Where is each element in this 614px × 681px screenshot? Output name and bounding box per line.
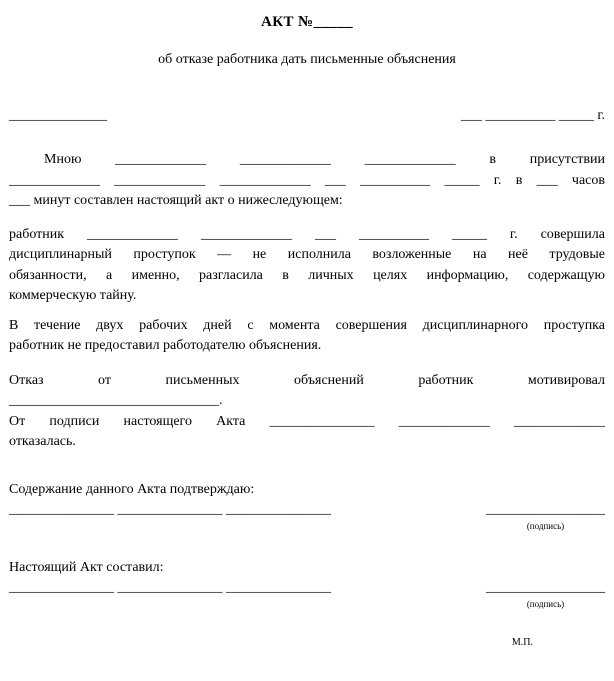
composed-section-label: Настоящий Акт составил: [9, 559, 164, 575]
document-subtitle: об отказе работника дать письменные объяснения [158, 52, 456, 67]
intro-line-3: ___ минут составлен настоящий акт о нижеследующем: [9, 193, 343, 208]
offense-line-1: работник _____________ _____________ ___ __________ _____ г. совершила [9, 226, 605, 242]
confirm-signature-row [9, 500, 605, 532]
intro-line-1: Мною _____________ _____________ _____________ в присутствии [44, 152, 605, 167]
offense-line-2: дисциплинарный проступок — не исполнила возложенные на неё трудовые [9, 247, 605, 262]
confirm-names-blanks: _______________ _______________ _______________ [9, 502, 331, 517]
confirm-section-label: Содержание данного Акта подтверждаю: [9, 481, 255, 497]
no-explanation-paragraph [9, 316, 605, 357]
composed-names-blanks: _______________ _______________ _______________ [9, 580, 331, 595]
confirm-signature-blank: _________________ [486, 502, 605, 517]
stamp-row [9, 636, 605, 649]
offense-paragraph [9, 225, 605, 307]
offense-line-4: коммерческую тайну. [9, 288, 137, 303]
intro-paragraph [9, 150, 605, 212]
composed-signature-caption: (подпись) [526, 598, 565, 609]
refusal-line-3: От подписи настоящего Акта _______________ _____________ _____________ [9, 413, 605, 429]
composed-signature-row [9, 578, 605, 610]
date-row [9, 106, 605, 127]
refusal-line-1: Отказ от письменных объяснений работник мотивировал [9, 372, 605, 388]
composed-signature-blank: _________________ [486, 580, 605, 595]
date-blank: ___ __________ _____ г. [460, 107, 605, 123]
no-explanation-line-1: В течение двух рабочих дней с момента совершения дисциплинарного проступка [9, 317, 605, 333]
refusal-paragraph [9, 371, 605, 453]
confirm-signature-block [486, 500, 605, 532]
intro-line-2: _____________ _____________ _____________ ___ __________ _____ г. в ___ часов [9, 172, 605, 188]
offense-line-3: обязанности, а именно, разгласила в личных целях информацию, содержащую [9, 267, 605, 283]
place-blank: ______________ [9, 107, 107, 123]
stamp-mp-label: М.П. [511, 636, 533, 648]
refusal-motivation-blank: ______________________________. [9, 393, 223, 408]
document-title: АКТ №_____ [260, 14, 354, 30]
composed-signature-block [486, 578, 605, 610]
no-explanation-line-2: работник не предоставил работодателю объяснения. [9, 338, 322, 353]
refusal-line-4: отказалась. [9, 434, 76, 449]
confirm-signature-caption: (подпись) [526, 520, 565, 531]
